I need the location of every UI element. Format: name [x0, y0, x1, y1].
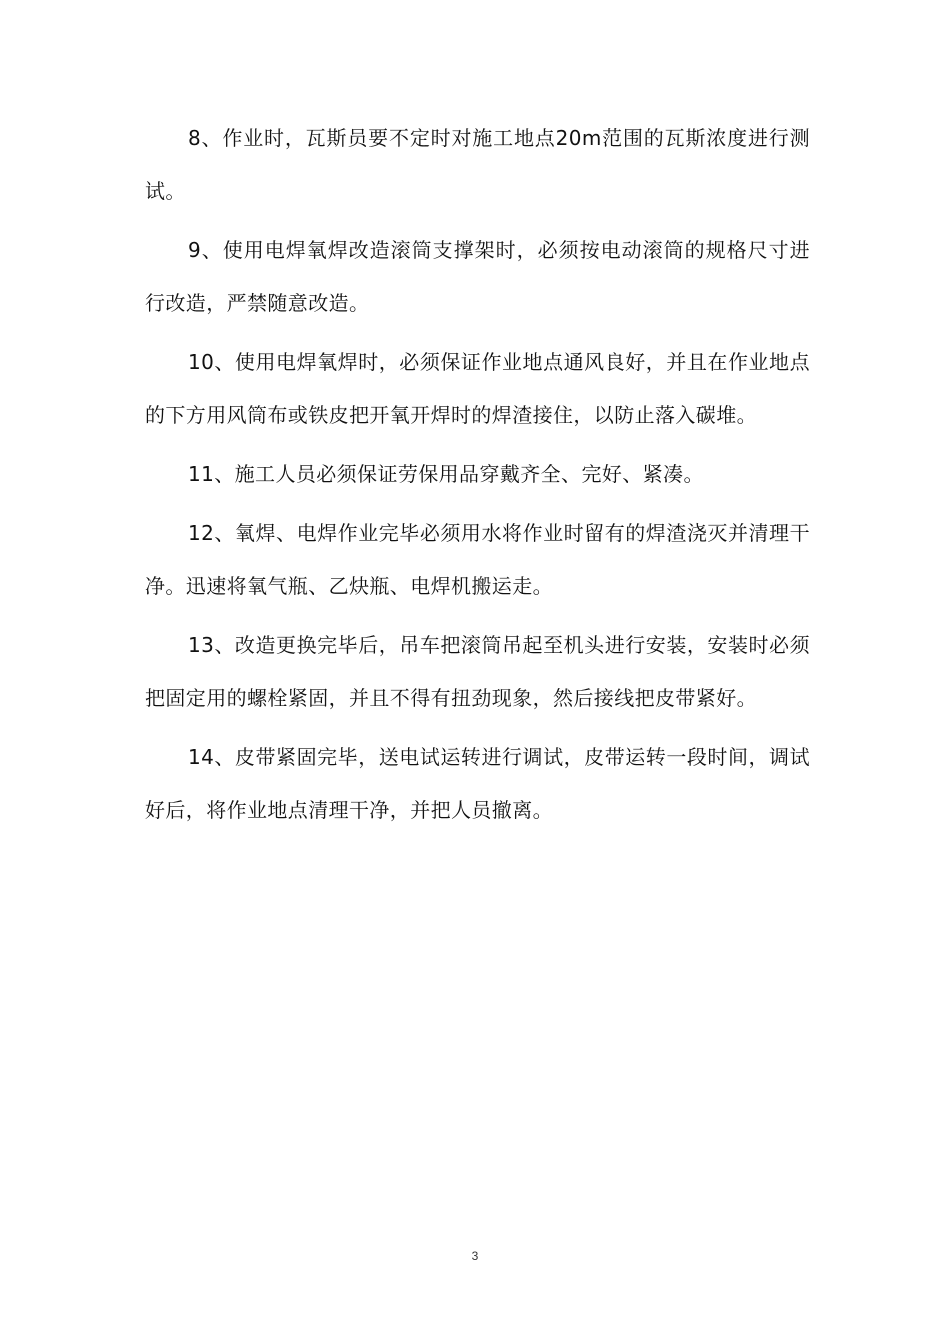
paragraph-item-9: 9、使用电焊氧焊改造滚筒支撑架时，必须按电动滚筒的规格尺寸进行改造，严禁随意改造。	[145, 238, 810, 315]
paragraph-item-12: 12、氧焊、电焊作业完毕必须用水将作业时留有的焊渣浇灭并清理干净。迅速将氧气瓶、乙炔瓶、电焊机搬运走。	[145, 521, 810, 598]
paragraph-item-11: 11、施工人员必须保证劳保用品穿戴齐全、完好、紧凑。	[188, 462, 704, 486]
document-body	[145, 112, 810, 843]
paragraph-item-13: 13、改造更换完毕后，吊车把滚筒吊起至机头进行安装，安装时必须把固定用的螺栓紧固，并且不得有扭劲现象，然后接线把皮带紧好。	[145, 633, 810, 710]
paragraph-item-8: 8、作业时，瓦斯员要不定时对施工地点20m范围的瓦斯浓度进行测试。	[145, 126, 810, 203]
paragraph-item-10: 10、使用电焊氧焊时，必须保证作业地点通风良好，并且在作业地点的下方用风筒布或铁皮把开氧开焊时的焊渣接住，以防止落入碳堆。	[145, 350, 810, 427]
page-number: 3	[471, 1249, 479, 1263]
paragraph-item-14: 14、皮带紧固完毕，送电试运转进行调试，皮带运转一段时间，调试好后，将作业地点清理干净，并把人员撤离。	[145, 745, 810, 822]
